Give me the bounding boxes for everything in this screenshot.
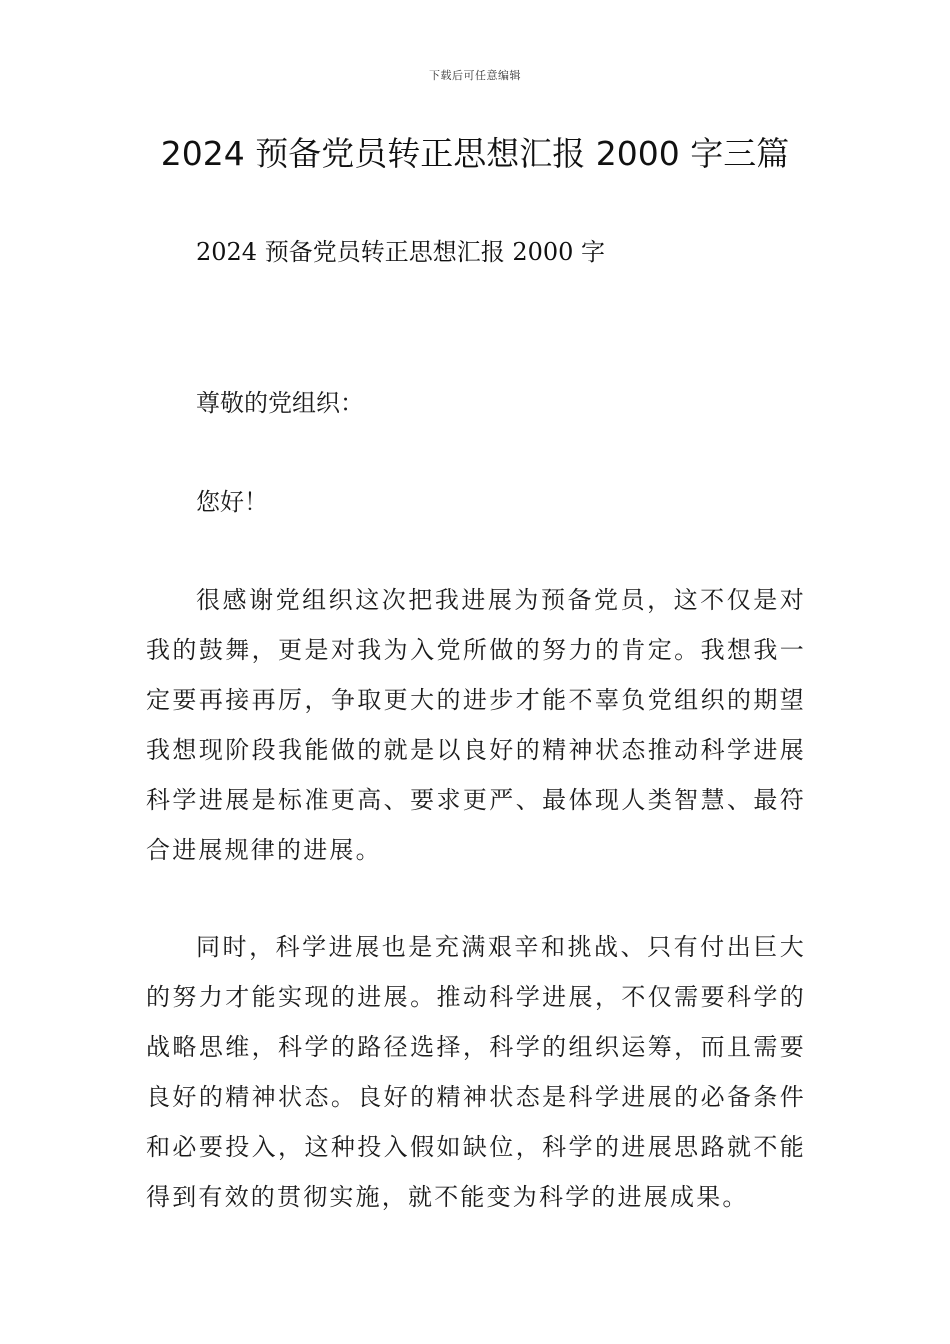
body-paragraph: 很感谢党组织这次把我进展为预备党员，这不仅是对我的鼓舞，更是对我为入党所做的努力的肯定。我想我一定要再接再厉，争取更大的进步才能不辜负党组织的期望我想现阶段我能做的就是以良好的精神状态推动科学进展科学进展是标准更高、要求更严、最体现人类智慧、最符合进展规律的进展。 xyxy=(146,586,806,864)
header-note: 下载后可任意编辑 xyxy=(429,69,521,82)
body-paragraph: 同时，科学进展也是充满艰辛和挑战、只有付出巨大的努力才能实现的进展。推动科学进展，不仅需要科学的战略思维，科学的路径选择，科学的组织运筹，而且需要良好的精神状态。良好的精神状态是科学进展的必备条件和必要投入，这种投入假如缺位，科学的进展思路就不能得到有效的贯彻实施，就不能变为科学的进展成果。 xyxy=(146,933,806,1211)
salutation: 尊敬的党组织： xyxy=(196,389,364,417)
greeting: 您好！ xyxy=(196,488,268,516)
document-title: 2024 预备党员转正思想汇报 2000 字三篇 xyxy=(160,134,790,173)
document-subtitle: 2024 预备党员转正思想汇报 2000 字 xyxy=(196,238,606,266)
